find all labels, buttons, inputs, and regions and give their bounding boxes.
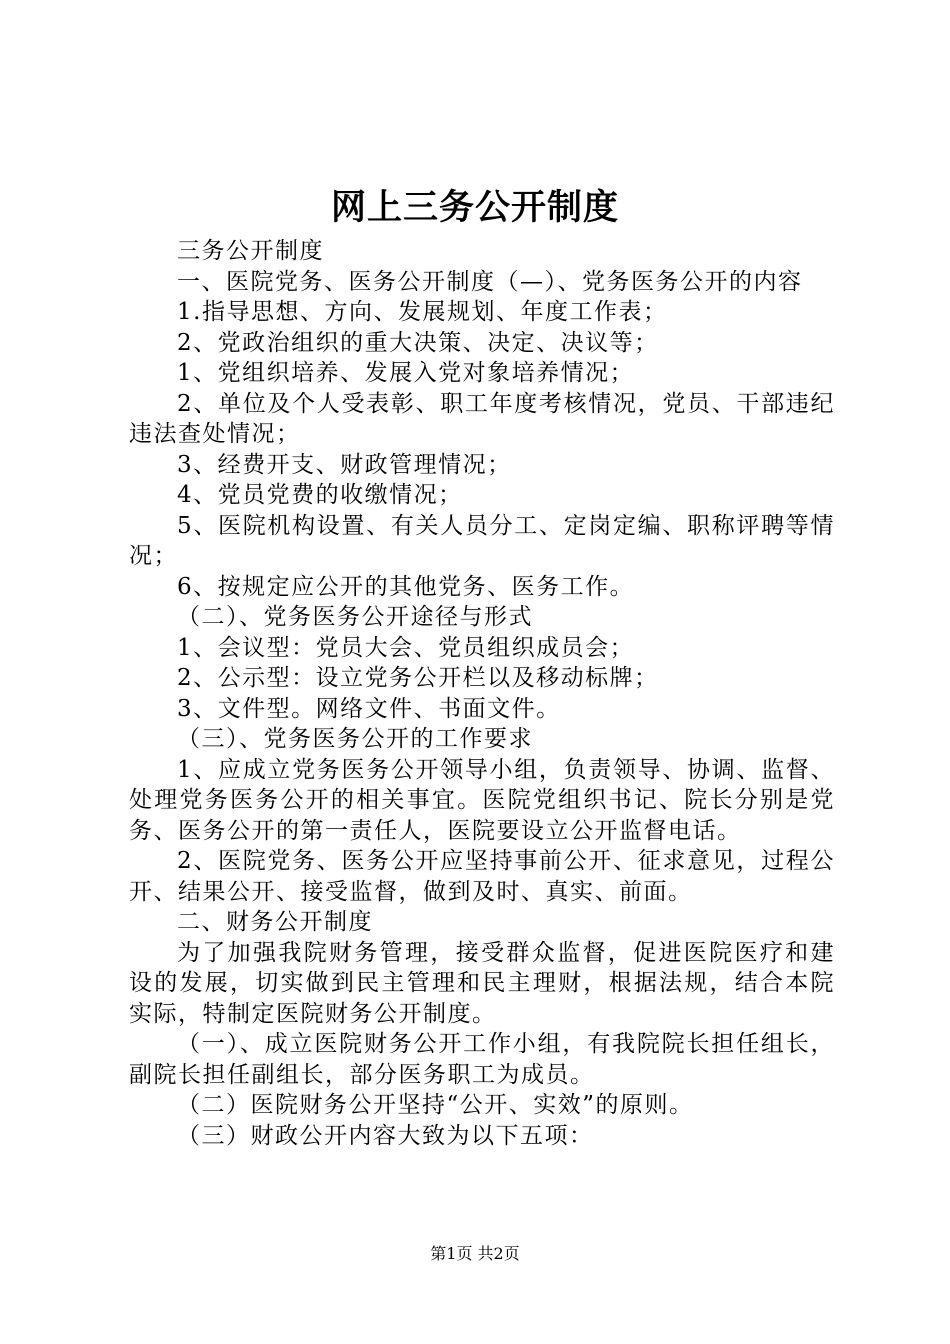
paragraph: 1.指导思想、方向、发展规划、年度工作表； xyxy=(177,299,668,325)
paragraph: 3、经费开支、财政管理情况； xyxy=(177,451,512,478)
paragraph: （一）、成立医院财务公开工作小组，有我院院长担任组长，副院长担任副组长，部分医务职工为成员。 xyxy=(129,1031,835,1088)
paragraph: （三）、党务医务公开的工作要求 xyxy=(177,726,533,752)
paragraph: 1、会议型：党员大会、党员组织成员会； xyxy=(177,634,635,661)
paragraph: 一、医院党务、医务公开制度（—）、党务医务公开的内容 xyxy=(177,268,803,295)
paragraph: 为了加强我院财务管理，接受群众监督，促进医院医疗和建设的发展，切实做到民主管理和民主理财，根据法规，结合本院实际，特制定医院财务公开制度。 xyxy=(129,939,835,1027)
paragraph: 2、医院党务、医务公开应坚持事前公开、征求意见，过程公开、结果公开、接受监督，做到及时、真实、前面。 xyxy=(129,848,835,905)
paragraph: 2、党政治组织的重大决策、决定、决议等； xyxy=(177,329,659,356)
page-footer: 第1页 共2页 xyxy=(430,1244,520,1263)
paragraph: 2、公示型：设立党务公开栏以及移动标牌； xyxy=(177,665,659,691)
document-body xyxy=(129,236,835,1151)
paragraph: 3、文件型。网络文件、书面文件。 xyxy=(177,695,561,722)
paragraph: 二、财务公开制度 xyxy=(177,909,373,935)
paragraph: 5、医院机构设置、有关人员分工、定岗定编、职称评聘等情况； xyxy=(129,512,835,569)
paragraph: 6、按规定应公开的其他党务、医务工作。 xyxy=(177,573,635,600)
paragraph: （三）财政公开内容大致为以下五项： xyxy=(177,1122,594,1149)
paragraph: 1、应成立党务医务公开领导小组，负责领导、协调、监督、处理党务医务公开的相关事宜。医院党组织书记、院长分别是党务、医务公开的第一责任人，医院要设立公开监督电话。 xyxy=(129,756,835,844)
document-title: 网上三务公开制度 xyxy=(330,187,619,228)
paragraph: 三务公开制度 xyxy=(177,238,324,264)
paragraph: （二）医院财务公开坚持“公开、实效”的原则。 xyxy=(177,1092,694,1118)
paragraph: 2、单位及个人受表彰、职工年度考核情况，党员、干部违纪违法查处情况； xyxy=(129,390,835,447)
paragraph: 1、党组织培养、发展入党对象培养情况； xyxy=(177,360,635,386)
paragraph: （二）、党务医务公开途径与形式 xyxy=(177,604,533,630)
paragraph: 4、党员党费的收缴情况； xyxy=(177,482,463,508)
